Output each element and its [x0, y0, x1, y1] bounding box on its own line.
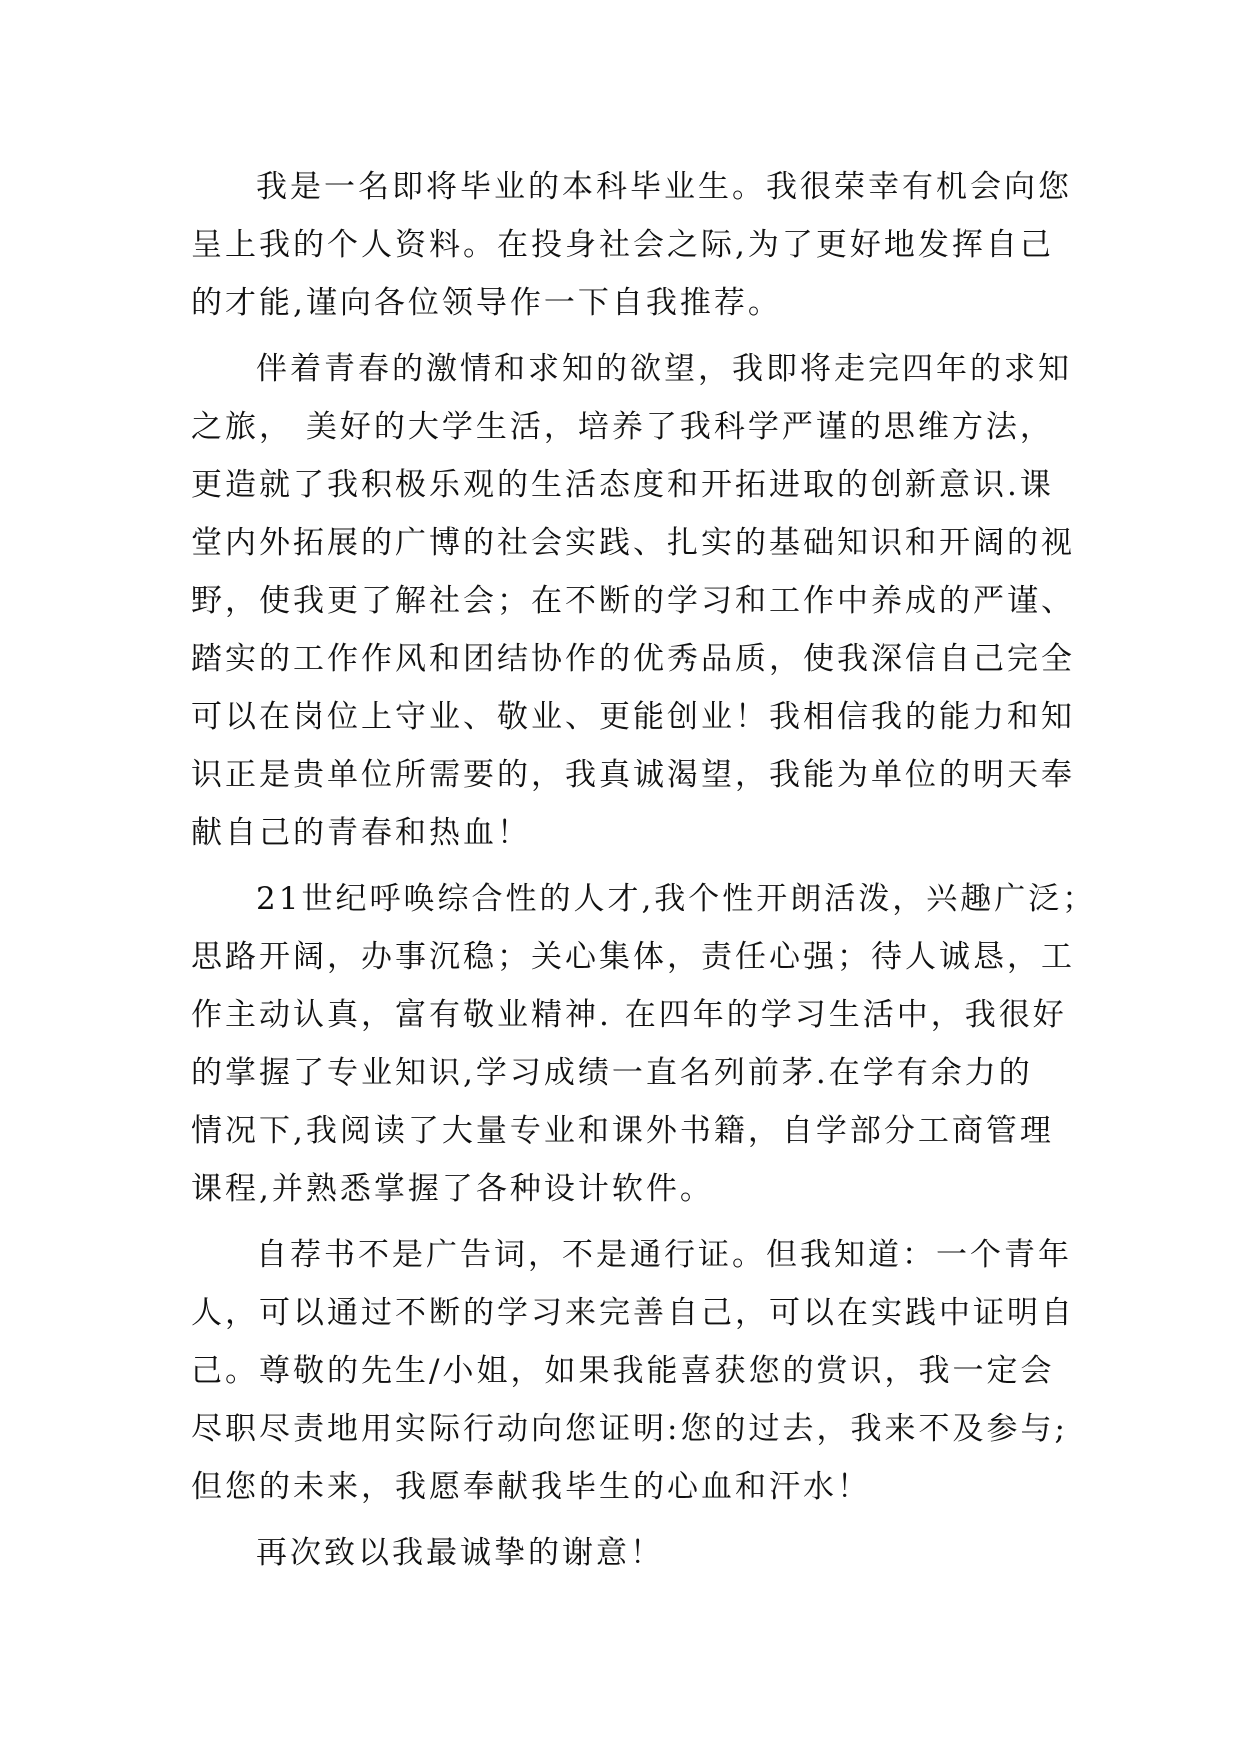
paragraph-4-line-4: 尽职尽责地用实际行动向您证明:您的过去，我来不及参与; [191, 1411, 1068, 1447]
paragraph-2-line-4: 堂内外拓展的广博的社会实践、扎实的基础知识和开阔的视 [191, 525, 1075, 561]
paragraph-2-line-6: 踏实的工作作风和团结协作的优秀品质，使我深信自己完全 [191, 641, 1075, 677]
paragraph-2-line-8: 识正是贵单位所需要的，我真诚渴望，我能为单位的明天奉 [191, 757, 1075, 793]
paragraph-3-line-6: 课程,并熟悉掌握了各种设计软件。 [191, 1171, 714, 1207]
paragraph-1-line-1: 我是一名即将毕业的本科毕业生。我很荣幸有机会向您 [256, 169, 1072, 205]
paragraph-1-line-3: 的才能,谨向各位领导作一下自我推荐。 [191, 285, 782, 321]
paragraph-2-line-9: 献自己的青春和热血！ [191, 815, 531, 851]
paragraph-4-line-2: 人，可以通过不断的学习来完善自己，可以在实践中证明自 [191, 1295, 1075, 1331]
paragraph-4-line-1: 自荐书不是广告词，不是通行证。但我知道：一个青年 [256, 1237, 1072, 1273]
paragraph-3-line-5: 情况下,我阅读了大量专业和课外书籍，自学部分工商管理 [191, 1113, 1054, 1149]
paragraph-3-line-1: 21世纪呼唤综合性的人才,我个性开朗活泼，兴趣广泛； [256, 881, 1097, 917]
paragraph-1-line-2: 呈上我的个人资料。在投身社会之际,为了更好地发挥自己 [191, 227, 1054, 263]
paragraph-gap [191, 862, 1076, 870]
paragraph-5-line-1: 再次致以我最诚挚的谢意！ [256, 1535, 664, 1571]
paragraph-3-line-3: 作主动认真，富有敬业精神. 在四年的学习生活中，我很好 [191, 997, 1067, 1033]
letter-body [191, 158, 1097, 1582]
paragraph-3-line-2: 思路开阔，办事沉稳；关心集体，责任心强；待人诚恳，工 [191, 939, 1075, 975]
paragraph-2-line-7: 可以在岗位上守业、敬业、更能创业！我相信我的能力和知 [191, 699, 1075, 735]
paragraph-2-line-2: 之旅， 美好的大学生活，培养了我科学严谨的思维方法， [191, 409, 1054, 445]
paragraph-gap [191, 1516, 1076, 1524]
paragraph-2-line-1: 伴着青春的激情和求知的欲望，我即将走完四年的求知 [256, 351, 1072, 387]
paragraph-2-line-5: 野，使我更了解社会；在不断的学习和工作中养成的严谨、 [191, 583, 1075, 619]
paragraph-gap [191, 1218, 1076, 1226]
paragraph-4-line-5: 但您的未来，我愿奉献我毕生的心血和汗水！ [191, 1469, 871, 1505]
paragraph-2-line-3: 更造就了我积极乐观的生活态度和开拓进取的创新意识.课 [191, 467, 1054, 503]
paragraph-4-line-3: 己。尊敬的先生/小姐，如果我能喜获您的赏识，我一定会 [191, 1353, 1055, 1389]
paragraph-gap [191, 332, 1076, 340]
paragraph-3-line-4: 的掌握了专业知识,学习成绩一直名列前茅.在学有余力的 [191, 1055, 1033, 1091]
